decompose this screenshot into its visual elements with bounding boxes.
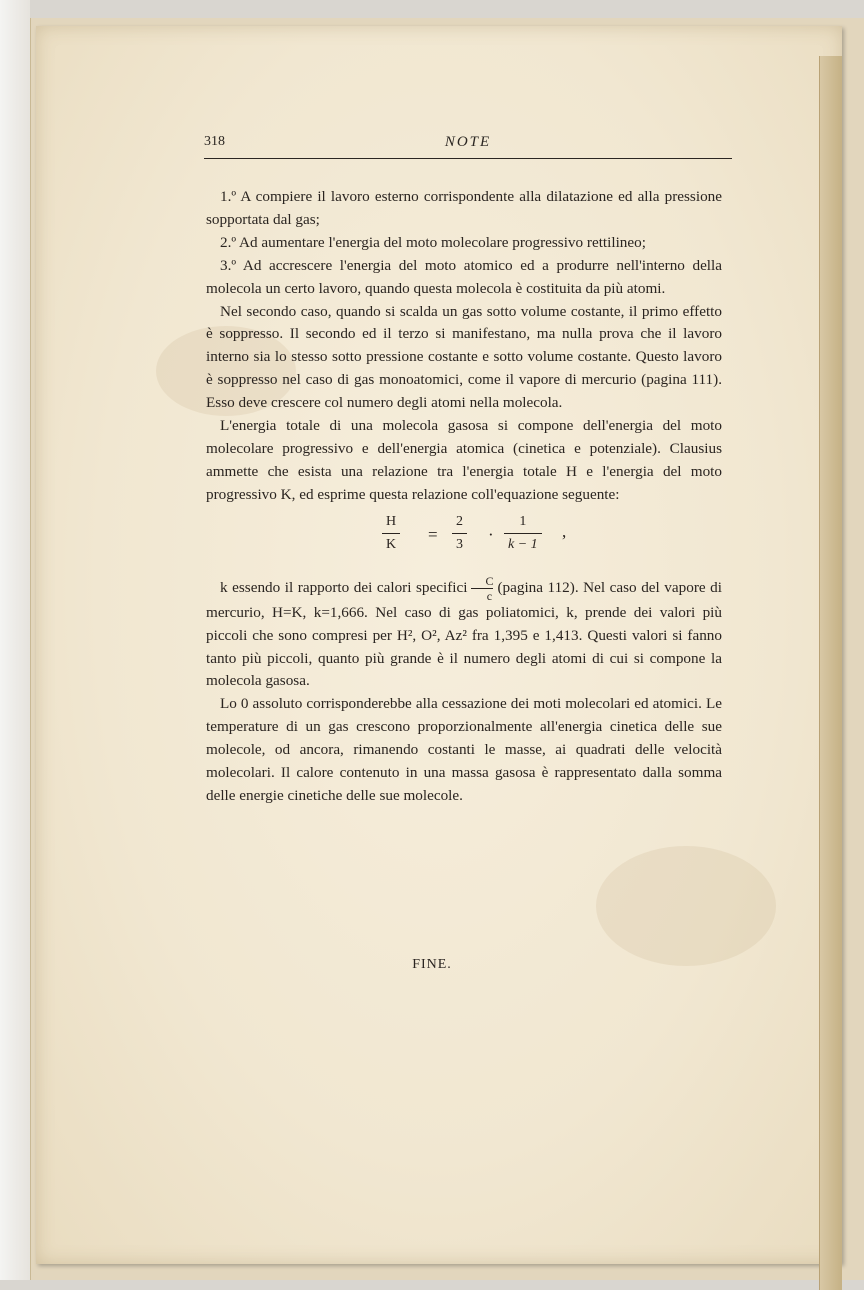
paragraph-3: 3.º Ad accrescere l'energia del moto atomico ed a produrre nell'interno della molecola un certo lavoro, quando questa molecola è costituita da più atomi. — [206, 256, 722, 297]
page-edge — [819, 56, 842, 1290]
paragraph-5: L'energia totale di una molecola gasosa si compone dell'energia del moto molecolare progressivo e dell'energia atomica (cinetica e potenziale). Clausius ammette che esista una relazione tra l'energia totale H e l'energia del moto progressivo K, ed esprime questa relazione coll'equazione seguente: — [206, 417, 722, 503]
numerator: 1 — [519, 513, 527, 529]
numerator: C — [485, 573, 494, 588]
paragraph-4: Nel secondo caso, quando si scalda un gas sotto volume costante, il primo effetto è soppresso. Il secondo ed il terzo si manifestano, ma nulla prova che il lavoro interno sia lo stesso sotto pressione costante e sotto volume costante. Questo lavoro è soppresso nel caso di gas monoatomici, come il vapore di mercurio (pagina 111). Esso deve crescere col numero degli atomi nella molecola. — [206, 302, 722, 412]
formula-comma: , — [562, 521, 567, 541]
numerator: 2 — [456, 513, 463, 529]
paper-stain — [596, 846, 776, 966]
denominator: k − 1 — [508, 536, 538, 552]
clausius-equation — [206, 513, 722, 571]
fraction-c-over-c — [471, 575, 493, 602]
paragraph-6-start: k essendo il rapporto dei calori specifici — [220, 578, 468, 596]
paragraph-2: 2.º Ad aumentare l'energia del moto molecolare progressivo rettilineo; — [220, 233, 646, 251]
paragraph-6 — [206, 575, 722, 694]
end-mark: FINE. — [412, 957, 452, 972]
fraction-one-over-k-minus-one — [504, 513, 542, 554]
fraction-two-thirds — [452, 513, 467, 554]
denominator: K — [386, 536, 397, 552]
page-number: 318 — [204, 134, 225, 149]
multiplication-dot: · — [488, 524, 494, 544]
running-head: NOTE — [444, 134, 492, 150]
numerator: H — [386, 513, 397, 529]
paragraph-7: Lo 0 assoluto corrisponderebbe alla cessazione dei moti molecolari ed atomici. Le temperature di un gas crescono proporzionalmente all'energia cinetica delle sue molecole, od ancora, rimanendo costanti le masse, ai quadrati delle velocità molecolari. Il calore contenuto in una massa gasosa è rappresentato dalla somma delle energie cinetiche delle sue molecole. — [206, 695, 722, 804]
denominator: 3 — [456, 536, 463, 552]
equals-sign: = — [428, 524, 438, 544]
background-surface — [0, 0, 30, 1280]
page-header — [204, 134, 732, 159]
fraction-h-over-k — [382, 513, 400, 554]
body-text — [206, 186, 722, 808]
paragraph-6-rest: (pagina 112). Nel caso del vapore di mercurio, H=K, k=1,666. Nel caso di gas poliatomici, k, prende dei valori più piccoli che sono compresi per H², O², Az² fra 1,395 e 1,413. Questi valori si fanno tanto più piccoli, quanto più grande è il numero degli atomi di cui si compone la molecola gasosa. — [206, 578, 722, 690]
paragraph-1: 1.º A compiere il lavoro esterno corrispondente alla dilatazione ed alla pressione sopportata dal gas; — [206, 188, 722, 228]
denominator: c — [486, 588, 493, 603]
